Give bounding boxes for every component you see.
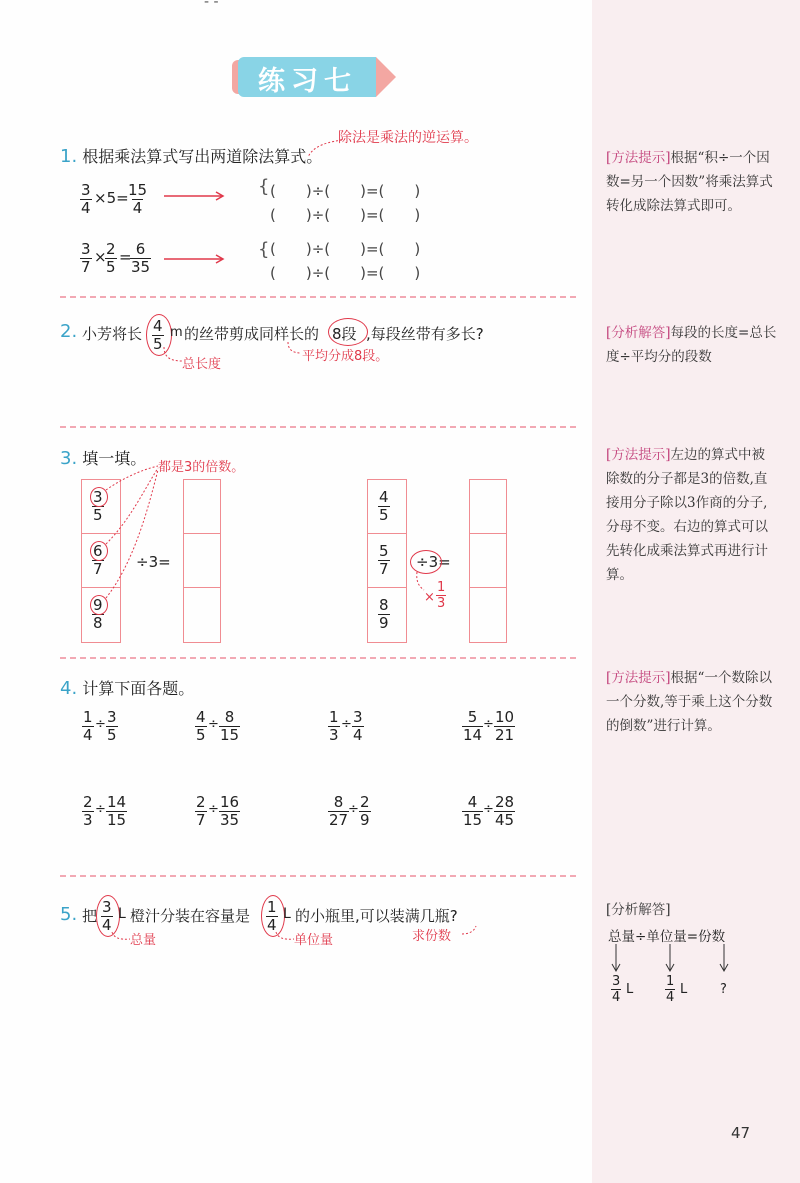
page-number: 47 [731,1124,751,1142]
fraction: $\frac{2}{5}$ [106,240,116,276]
conversion-fraction: $\frac{1}{3}$ [437,580,446,611]
answer-column[interactable] [183,479,221,643]
blank-equation[interactable]: ( )÷( )=( ) [270,206,421,224]
fraction: $\frac{1}{4}$ [267,898,277,934]
blank-equation[interactable]: ( )÷( )=( ) [270,240,421,258]
fraction: $\frac{3}{4}$ [81,181,91,217]
q1-note: 除法是乘法的逆运算。 [338,130,478,146]
fraction: $\frac{10}{21}$ [495,708,515,744]
blank-equation[interactable]: ( )÷( )=( ) [270,264,421,282]
hint-box: [分析解答]每段的长度=总长度÷平均分的段数 [606,325,777,365]
q5-note-count: 求份数 [412,929,452,944]
page-title: 练习七 [258,66,357,97]
question-text: 的丝带剪成同样长的 [184,325,320,343]
question-number: 1. [60,146,78,167]
fraction: $\frac{16}{35}$ [220,793,240,829]
q5-note-unit: 单位量 [294,933,334,948]
equals-sign: = [119,248,132,266]
divider [60,426,576,428]
fraction: $\frac{2}{3}$ [83,793,93,829]
question-number: 2. [60,321,78,342]
divide-by-3: ÷3= [136,553,171,571]
question-1-header [60,144,322,167]
hint-label: [分析解答] [606,902,671,918]
fraction: $\frac{3}{7}$ [81,240,91,276]
arrow-icon [164,190,226,202]
times-sign: × [94,248,107,266]
title-banner [232,57,382,97]
fraction: $\frac{6}{7}$ [93,542,103,578]
fraction: $\frac{2}{7}$ [196,793,206,829]
fraction: $\frac{8}{9}$ [379,596,389,632]
question-4-header: 4. 计算下面各题。 [60,678,195,699]
fraction: $\frac{9}{8}$ [93,596,103,632]
fraction: $\frac{3}{5}$ [107,708,117,744]
question-text: 根据乘法算式写出两道除法算式。 [82,147,323,166]
question-3-header: 3. 填一填。 [60,448,147,469]
blank-equation[interactable]: ( )÷( )=( ) [270,182,421,200]
q5-note-total: 总量 [130,933,157,948]
question-number: 5. [60,904,78,925]
arrow-icon [164,253,226,265]
hint-box: [方法提示]根据“一个数除以一个分数,等于乘上这个分数的倒数”进行计算。 [606,670,773,734]
divide-by-3: ÷3= [416,553,451,571]
divider [60,296,576,298]
hint-box: [方法提示]根据“积÷一个因数=另一个因数”将乘法算式转化成除法算式即可。 [606,150,773,214]
hint-arrows [608,942,738,976]
segment-count: 8段 [332,325,357,343]
question-text: 的小瓶里,可以装满几瓶? [295,907,458,925]
question-text: 小芳将长 [82,325,143,343]
answer-column[interactable] [469,479,507,643]
top-mark: - - [204,0,219,10]
fraction: $\frac{3}{4}$ [102,898,112,934]
times-sign: × [424,590,435,605]
q3-note: 都是3的倍数。 [158,460,245,475]
fraction: $\frac{3}{4}$ [353,708,363,744]
times-text: ×5= [94,189,129,207]
fraction: $\frac{14}{15}$ [107,793,127,829]
question-text: 橙汁分装在容量是 [130,907,251,925]
hint-formula: 总量÷单位量=份数 [608,929,726,945]
fraction: $\frac{3}{4}$ [612,974,621,1005]
fraction: $\frac{4}{5}$ [153,317,163,353]
fraction: $\frac{6}{35}$ [131,240,151,276]
fraction: $\frac{1}{4}$ [666,974,675,1005]
hint-box: [方法提示]左边的算式中被除数的分子都是3的倍数,直接用分子除以3作商的分子,分母不变。右边的算式可以先转化成乘法算式再进行计算。 [606,447,768,583]
q1-note-arrow [300,135,350,165]
fraction: $\frac{28}{45}$ [495,793,515,829]
fraction: $\frac{8}{15}$ [220,708,240,744]
fraction: $\frac{1}{4}$ [83,708,93,744]
divider [60,875,576,877]
fraction: $\frac{15}{4}$ [128,181,148,217]
q2-note-total: 总长度 [182,357,222,372]
q2-note-segments: 平均分成8段。 [302,349,389,364]
fraction: $\frac{4}{5}$ [379,488,389,524]
fraction: $\frac{8}{27}$ [329,793,349,829]
fraction: $\frac{4}{5}$ [196,708,206,744]
question-text: ,每段丝带有多长? [366,325,484,343]
fraction: $\frac{5}{14}$ [463,708,483,744]
fraction: $\frac{4}{15}$ [463,793,483,829]
divider [60,657,576,659]
fraction: $\frac{2}{9}$ [360,793,370,829]
unit: m [170,325,183,340]
fraction: $\frac{1}{3}$ [329,708,339,744]
fraction: $\frac{5}{7}$ [379,542,389,578]
fraction: $\frac{3}{5}$ [93,488,103,524]
question-text: 把 [82,907,98,925]
